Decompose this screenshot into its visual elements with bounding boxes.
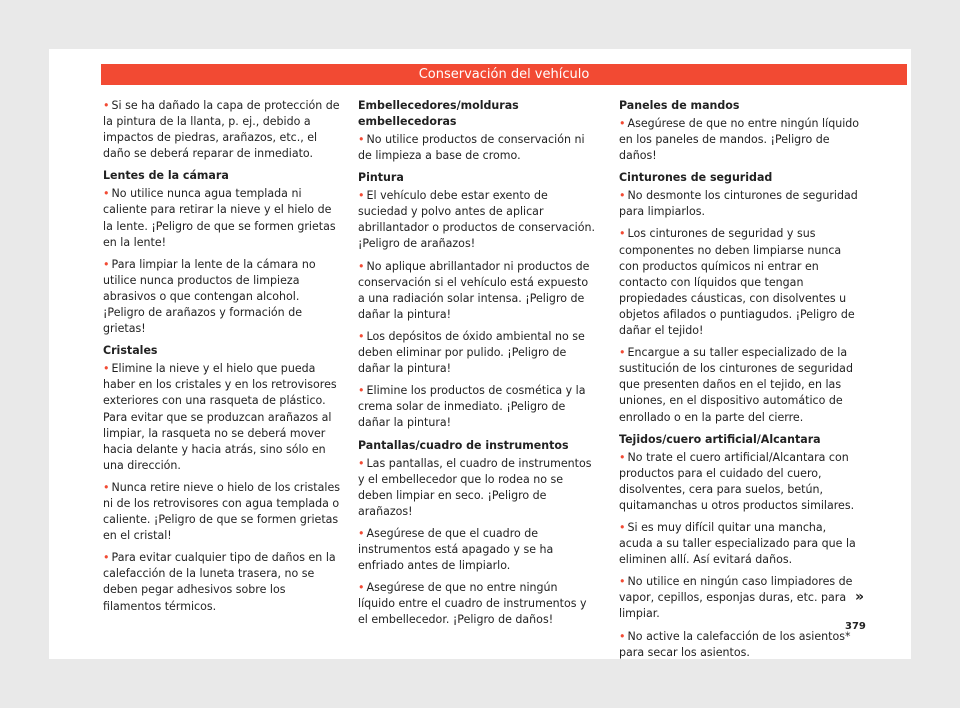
- page-number: 379: [845, 621, 866, 632]
- bullet-icon: •: [358, 456, 365, 470]
- paragraph: • No active la calefacción de los asientos* para secar los asientos.: [619, 629, 851, 659]
- subheading-pantallas: Pantallas/cuadro de instrumentos: [358, 438, 569, 452]
- paragraph: • Si es muy difícil quitar una mancha, acuda a su taller especializado para que la eliminen allí. Así evitará daños.: [619, 520, 856, 567]
- bullet-icon: •: [358, 526, 365, 540]
- paragraph: • No utilice nunca agua templada ni caliente para retirar la nieve y el hielo de la lente. ¡Peligro de que se formen grietas en la lente!: [103, 187, 336, 249]
- bullet-icon: •: [358, 259, 365, 273]
- section-title: Conservación del vehículo: [418, 67, 590, 82]
- paragraph: • No aplique abrillantador ni productos de conservación si el vehículo está expuesto a una radiación solar intensa. ¡Peligro de dañar la pintura!: [358, 259, 590, 321]
- bullet-icon: •: [103, 187, 110, 201]
- paragraph: • No utilice productos de conservación ni de limpieza a base de cromo.: [358, 133, 585, 163]
- column-middle: [358, 98, 598, 634]
- paragraph: • El vehículo debe estar exento de suciedad y polvo antes de aplicar abrillantador o productos de conservación. ¡Peligro de arañazos!: [358, 189, 595, 251]
- paragraph: • Asegúrese de que no entre ningún líquido entre el cuadro de instrumentos y el embellecedor. ¡Peligro de daños!: [358, 581, 587, 627]
- bullet-icon: •: [103, 99, 110, 112]
- subheading-tejidos: Tejidos/cuero artificial/Alcantara: [619, 432, 821, 446]
- bullet-icon: •: [619, 117, 626, 130]
- subheading-embellecedores: Embellecedores/molduras embellecedoras: [358, 99, 519, 128]
- bullet-icon: •: [358, 581, 365, 595]
- bullet-icon: •: [103, 257, 110, 271]
- continue-arrow-icon: »: [855, 589, 865, 605]
- subheading-paneles: Paneles de mandos: [619, 99, 740, 112]
- paragraph: • Para limpiar la lente de la cámara no utilice nunca productos de limpieza abrasivos o que contengan alcohol. ¡Peligro de arañazos y formación de grietas!: [103, 257, 316, 336]
- bullet-icon: •: [619, 346, 626, 360]
- paragraph: • Nunca retire nieve o hielo de los cristales ni de los retrovisores con agua templada o caliente. ¡Peligro de que se formen grietas en el cristal!: [103, 480, 341, 543]
- subheading-pintura: Pintura: [358, 171, 404, 185]
- subheading-camara: Lentes de la cámara: [103, 169, 229, 183]
- bullet-icon: •: [358, 189, 365, 203]
- manual-page: [49, 49, 911, 659]
- paragraph: • No utilice en ningún caso limpiadores de vapor, cepillos, esponjas duras, etc. para limpiar.: [619, 575, 853, 621]
- bullet-icon: •: [619, 227, 626, 241]
- paragraph: • Si se ha dañado la capa de protección de la pintura de la llanta, p. ej., debido a impactos de piedras, arañazos, etc., el daño se deberá reparar de inmediato.: [103, 99, 340, 161]
- bullet-icon: •: [358, 329, 365, 343]
- paragraph: • Asegúrese de que el cuadro de instrumentos está apagado y se ha enfriado antes de limpiarlo.: [358, 526, 554, 573]
- section-header: [101, 64, 907, 85]
- paragraph: • Elimine los productos de cosmética y la crema solar de inmediato. ¡Peligro de dañar la pintura!: [358, 384, 586, 430]
- bullet-icon: •: [358, 133, 365, 146]
- bullet-icon: •: [103, 362, 110, 376]
- bullet-icon: •: [103, 480, 110, 494]
- paragraph: • Los depósitos de óxido ambiental no se deben eliminar por pulido. ¡Peligro de dañar la pintura!: [358, 329, 585, 376]
- bullet-icon: •: [619, 189, 626, 203]
- paragraph: • Las pantallas, el cuadro de instrumentos y el embellecedor que lo rodea no se deben limpiar en seco. ¡Peligro de arañazos!: [358, 456, 592, 518]
- bullet-icon: •: [619, 520, 626, 534]
- bullet-icon: •: [619, 575, 626, 589]
- bullet-icon: •: [103, 551, 110, 565]
- paragraph: • Asegúrese de que no entre ningún líquido en los paneles de mandos. ¡Peligro de daños!: [619, 117, 860, 163]
- paragraph: • Para evitar cualquier tipo de daños en la calefacción de la luneta trasera, no se deben pegar adhesivos sobre los filamentos térmicos.: [103, 551, 336, 613]
- bullet-icon: •: [358, 384, 365, 398]
- paragraph: • No desmonte los cinturones de seguridad para limpiarlos.: [619, 189, 858, 219]
- paragraph: • No trate el cuero artificial/Alcantara con productos para el cuidado del cuero, disolventes, cera para suelos, betún, quitamanchas u otros productos similares.: [619, 450, 855, 512]
- paragraph: • Los cinturones de seguridad y sus componentes no deben limpiarse nunca con productos químicos ni entrar en contacto con líquidos que tengan propiedades cáusticas, con disolventes u objetos afilados o puntiagudos. ¡Peligro de dañar el tejido!: [619, 227, 855, 338]
- subheading-cristales: Cristales: [103, 344, 158, 358]
- paragraph: • Elimine la nieve y el hielo que pueda haber en los cristales y en los retrovisores exteriores con una rasqueta de plástico. Para evitar que se produzcan arañazos al limpiar, la rasqueta no se deberá mover hacia delante y hacia atrás, sino sólo en una dirección.: [103, 362, 337, 472]
- bullet-icon: •: [619, 450, 626, 464]
- paragraph: • Encargue a su taller especializado de la sustitución de los cinturones de seguridad que presenten daños en el tejido, en las uniones, en el dispositivo automático de enrollado o en la parte del cierre.: [619, 346, 853, 424]
- column-right: [619, 98, 861, 667]
- column-left: [103, 98, 341, 621]
- subheading-cinturones: Cinturones de seguridad: [619, 171, 773, 185]
- bullet-icon: •: [619, 629, 626, 643]
